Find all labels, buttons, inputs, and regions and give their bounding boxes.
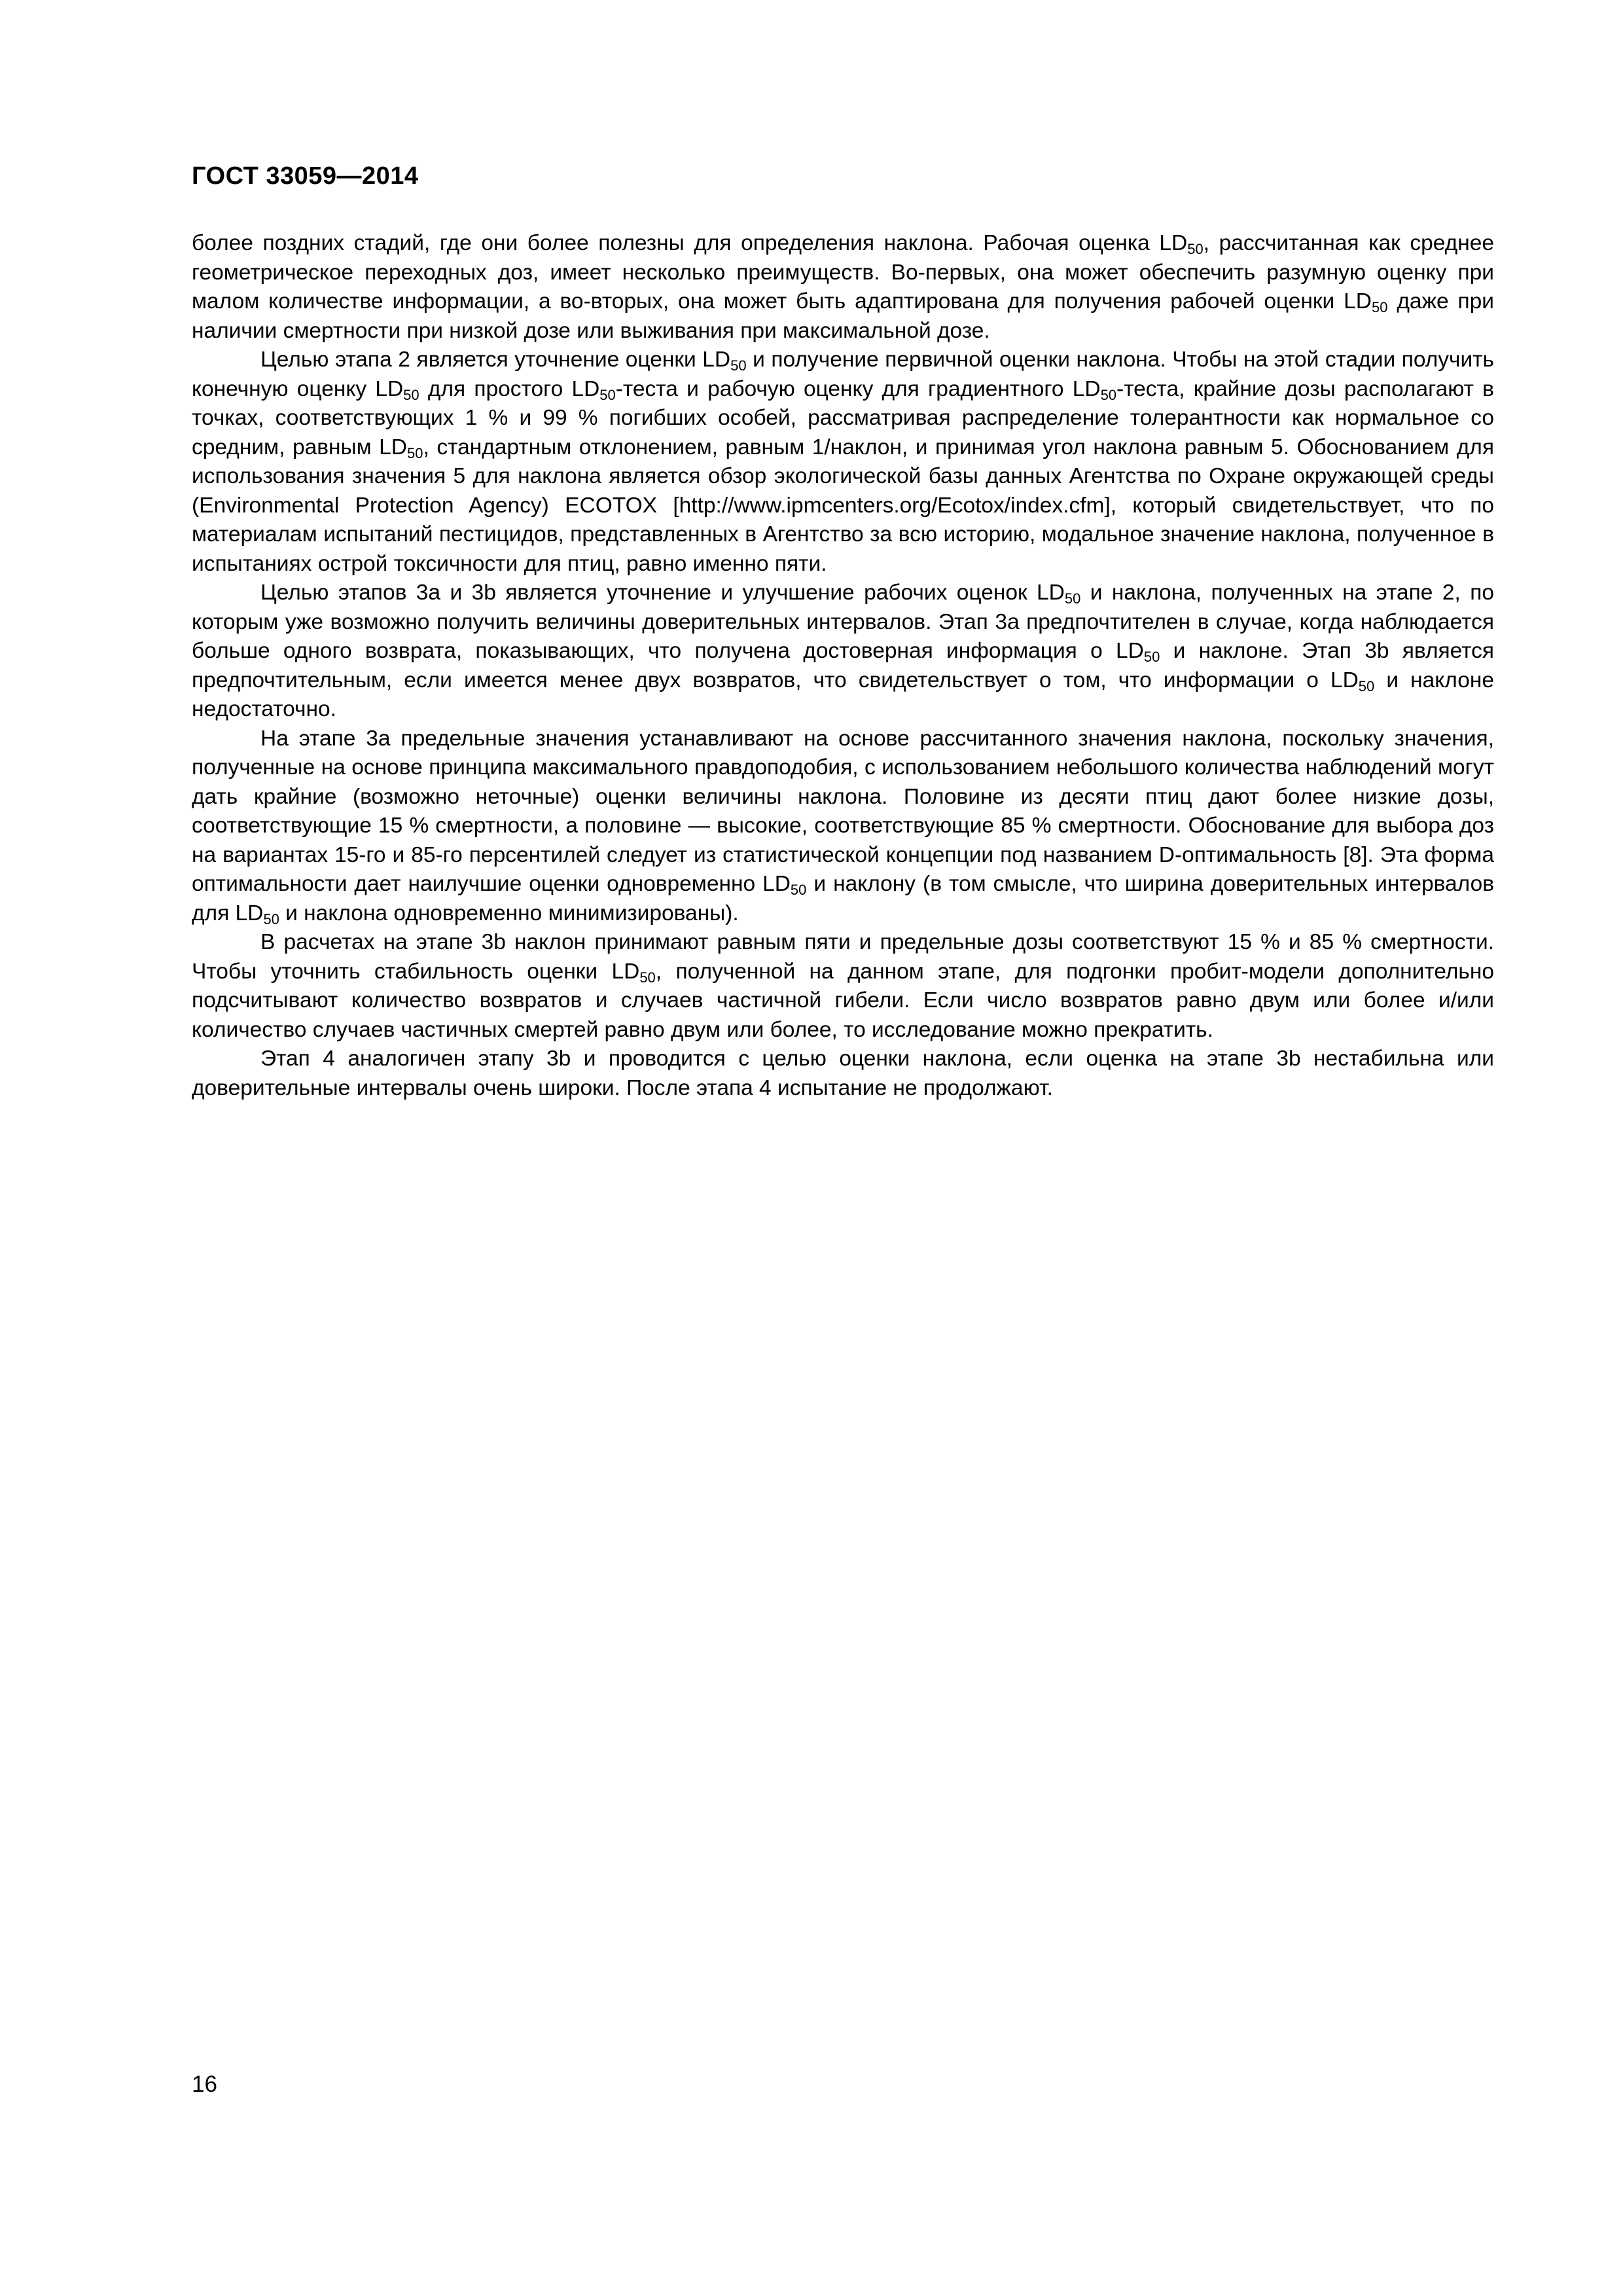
- paragraph: [192, 725, 1494, 929]
- subscript: 50: [1187, 241, 1204, 257]
- text-run: Целью этапа 2 является уточнение оценки LD: [260, 348, 731, 372]
- text-run: , полученной на данном этапе, для подгонки пробит-модели дополнительно подсчитывают количество возвратов и случаев частичной гибели. Если число возвратов равно двум или более и/или количество случаев частичных смертей равно двум или более, то исследование можно прекратить.: [192, 959, 1494, 1042]
- paragraph: [192, 346, 1494, 579]
- text-run: и наклоне недостаточно.: [192, 668, 1494, 721]
- text-run: -теста, крайние дозы располагают в точках, соответствующих 1 % и 99 % погибших особей, рассматривая распределение толерантности как нормальное со средним, равным LD: [192, 376, 1494, 459]
- subscript: 50: [1358, 677, 1375, 694]
- text-run: для простого LD: [419, 376, 600, 401]
- text-run: и наклону (в том смысле, что ширина доверительных интервалов для LD: [192, 872, 1494, 925]
- subscript: 50: [1143, 649, 1160, 665]
- text-run: даже при наличии смертности при низкой дозе или выживания при максимальной дозе.: [192, 289, 1494, 343]
- text-run: и наклона, полученных на этапе 2, по которым уже возможно получить величины доверительных интервалов. Этап 3а предпочтителен в случае, когда наблюдается больше одного возврата, показывающих, что получена достоверная информация о LD: [192, 581, 1494, 663]
- subscript: 50: [263, 910, 279, 927]
- text-run: и наклоне. Этап 3b является предпочтительным, если имеется менее двух возвратов, что свидетельствует о том, что информации о LD: [192, 639, 1495, 692]
- text-run: и наклона одновременно минимизированы).: [279, 901, 739, 925]
- subscript: 50: [403, 386, 419, 403]
- subscript: 50: [1064, 590, 1081, 607]
- page-number: 16: [192, 2072, 217, 2097]
- subscript: 50: [639, 969, 656, 986]
- text-run: В расчетах на этапе 3b наклон принимают равным пяти и предельные дозы соответствуют 15 % и 85 % смертности. Чтобы уточнить стабильность оценки LD: [192, 930, 1494, 984]
- document-header: ГОСТ 33059—2014: [192, 162, 419, 190]
- text-run: более поздних стадий, где они более полезны для определения наклона. Рабочая оценка LD: [192, 231, 1188, 255]
- subscript: 50: [730, 357, 747, 374]
- paragraph: [192, 1045, 1494, 1103]
- subscript: 50: [1100, 386, 1117, 403]
- text-run: , рассчитанная как среднее геометрическое переходных доз, имеет несколько преимуществ. Во-первых, она может обеспечить разумную оценку при малом количестве информации, а во-вторых, она может быть адаптирована для получения рабочей оценки LD: [192, 231, 1494, 314]
- text-run: На этапе 3а предельные значения устанавливают на основе рассчитанного значения наклона, поскольку значения, полученные на основе принципа максимального правдоподобия, с использованием небольшого количества наблюдений могут дать крайние (возможно неточные) оценки величины наклона. Половине из десяти птиц дают более низкие дозы, соответствующие 15 % смертности, а половине — высокие, соответствующие 85 % смертности. Обоснование для выбора доз на вариантах 15-го и 85-го персентилей следует из статистической концепции под названием D-оптимальность [8]. Эта форма оптимальности дает наилучшие оценки одновременно LD: [192, 726, 1494, 896]
- text-run: Целью этапов 3а и 3b является уточнение и улучшение рабочих оценок LD: [260, 581, 1065, 605]
- text-run: , стандартным отклонением, равным 1/наклон, и принимая угол наклона равным 5. Обоснованием для использования значения 5 для наклона является обзор экологической базы данных Агентства по Охране окружающей среды (Environmental Protection Agency) ECOTOX [http://www.ipmcenters.org/Ecotox/index.cfm], который свидетельствует, что по материалам испытаний пестицидов, представленных в Агентство за всю историю, модальное значение наклона, полученное в испытаниях острой токсичности для птиц, равно именно пяти.: [192, 435, 1494, 576]
- text-run: -теста и рабочую оценку для градиентного LD: [615, 376, 1101, 401]
- text-run: и получение первичной оценки наклона. Чтобы на этой стадии получить конечную оценку LD: [192, 348, 1494, 401]
- document-body: [192, 229, 1494, 1103]
- subscript: 50: [599, 386, 616, 403]
- paragraph: [192, 229, 1494, 346]
- subscript: 50: [407, 444, 423, 461]
- paragraph: [192, 928, 1494, 1045]
- paragraph: [192, 579, 1494, 725]
- text-run: Этап 4 аналогичен этапу 3b и проводится с целью оценки наклона, если оценка на этапе 3b нестабильна или доверительные интервалы очень широки. После этапа 4 испытание не продолжают.: [192, 1047, 1494, 1100]
- subscript: 50: [1372, 299, 1388, 315]
- subscript: 50: [790, 882, 807, 898]
